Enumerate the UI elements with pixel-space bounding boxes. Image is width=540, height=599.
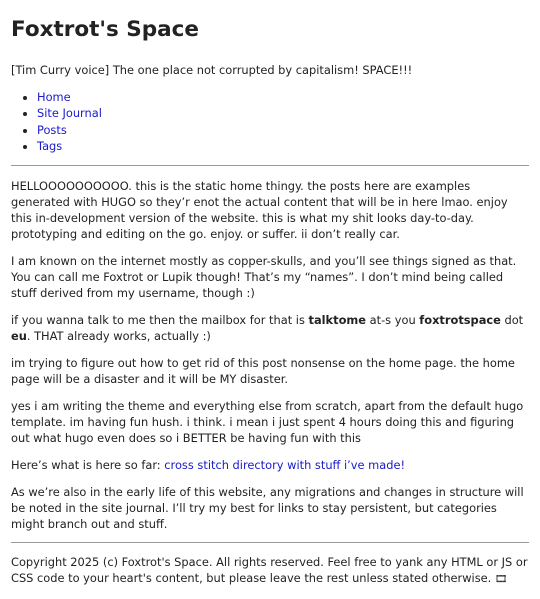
directory-paragraph (11, 457, 529, 473)
cross-stitch-directory-link[interactable]: cross stitch directory with stuff i’ve made! (164, 457, 406, 472)
nav-item-home (37, 89, 529, 105)
about-paragraph: I am known on the internet mostly as copper-skulls, and you’ll see things signed as that. You can call me Foxtrot or Lupik though! That’s my “names”. I don’t mind being called stuff derived from my username, though :) (11, 253, 517, 300)
film-frames-icon: 🎞 (494, 573, 508, 585)
contact-email-user: talktome (308, 312, 366, 327)
journal-paragraph: As we’re also in the early life of this website, any migrations and changes in structure will be noted in the site journal. I’ll try my best for links to stay persistent, but categories might branch out and stuff. (11, 484, 524, 531)
copyright-text: Copyright 2025 (c) Foxtrot's Space. All rights reserved. Feel free to yank any HTML or JS or CSS code to your heart's content, but please leave the rest unless stated otherwise. (11, 554, 528, 585)
contact-text-dot: dot (500, 312, 524, 327)
contact-paragraph (11, 312, 529, 344)
home-page-paragraph: im trying to figure out how to get rid of this post nonsense on the home page. the home page will be a disaster and it will be MY disaster. (11, 355, 515, 386)
nav-link-home[interactable]: Home (37, 90, 71, 104)
contact-text-before: if you wanna talk to me then the mailbox for that is (11, 312, 309, 327)
site-footer (11, 543, 529, 588)
theme-paragraph: yes i am writing the theme and everything else from scratch, apart from the default hugo template. im having fun hush. i think. i mean i just spent 4 hours doing this and figuring out what hugo even does so i BETTER be having fun with this (11, 398, 524, 445)
nav-link-tags[interactable]: Tags (37, 139, 63, 154)
footer-text (11, 554, 529, 588)
site-tagline: [Tim Curry voice] The one place not corrupted by capitalism! SPACE!!! (11, 63, 413, 77)
site-title: Foxtrot's Space (11, 17, 199, 42)
contact-text-after: . THAT already works, actually :) (26, 328, 211, 343)
nav-link-site-journal[interactable]: Site Journal (37, 106, 102, 121)
nav-link-posts[interactable]: Posts (37, 122, 67, 137)
contact-email-tld: eu (11, 328, 27, 343)
site-header (11, 0, 529, 155)
main-content (11, 166, 529, 532)
nav-item-site-journal (37, 105, 529, 121)
nav-item-posts (37, 122, 529, 138)
directory-text: Here’s what is here so far: (11, 457, 165, 472)
contact-email-domain: foxtrotspace (419, 312, 501, 327)
main-nav (11, 89, 529, 155)
contact-text-at: at-s you (366, 312, 420, 327)
intro-paragraph: HELLOOOOOOOOOO. this is the static home thingy. the posts here are examples generated with HUGO so they’r enot the actual content that will be in here lmao. enjoy this in-development version of the website. this is what my shit looks day-to-day. prototyping and editing on the go. enjoy. or suffer. ii don’t really car. (11, 178, 508, 241)
nav-item-tags (37, 138, 529, 154)
nav-list (11, 89, 529, 155)
